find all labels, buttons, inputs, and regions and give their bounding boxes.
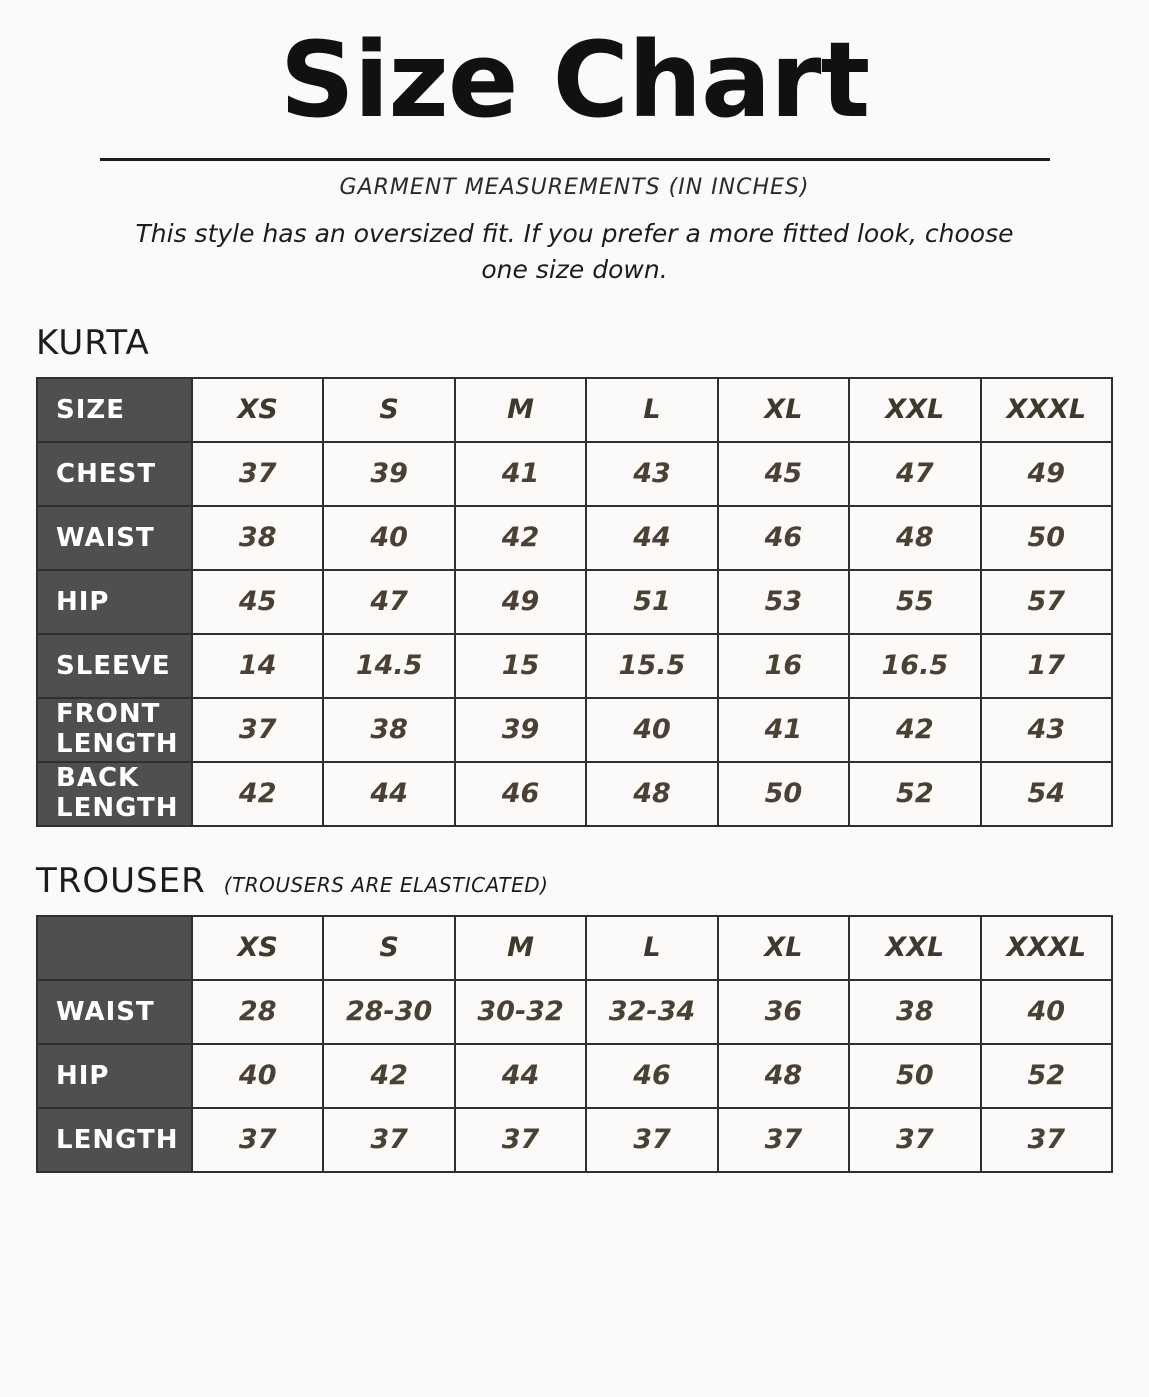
kurta-back-length-xxl: 52: [849, 762, 980, 826]
kurta-waist-xxl: 48: [849, 506, 980, 570]
size-chart-page: [0, 19, 1149, 1397]
kurta-row-label-front-length: [37, 698, 192, 762]
trouser-section-header: [36, 861, 1149, 901]
kurta-back-length-l: 48: [586, 762, 717, 826]
table-row: [37, 762, 1112, 826]
kurta-col-xxl: XXL: [849, 378, 980, 442]
page-subtitle: GARMENT MEASUREMENTS (IN INCHES): [339, 175, 810, 200]
kurta-chest-xxxl: 49: [981, 442, 1112, 506]
kurta-size-label: SIZE: [37, 378, 192, 442]
trouser-waist-xxl: 38: [849, 980, 980, 1044]
kurta-front-length-label-line2: LENGTH: [56, 728, 179, 759]
trouser-length-xxl: 37: [849, 1108, 980, 1172]
trouser-length-xs: 37: [192, 1108, 323, 1172]
kurta-sleeve-m: 15: [455, 634, 586, 698]
trouser-row-label-hip: HIP: [37, 1044, 192, 1108]
kurta-waist-m: 42: [455, 506, 586, 570]
kurta-back-length-xxxl: 54: [981, 762, 1112, 826]
kurta-front-length-m: 39: [455, 698, 586, 762]
trouser-size-table: [36, 915, 1113, 1173]
trouser-waist-xl: 36: [718, 980, 849, 1044]
trouser-length-s: 37: [323, 1108, 454, 1172]
trouser-length-l: 37: [586, 1108, 717, 1172]
kurta-waist-xs: 38: [192, 506, 323, 570]
page-title: Size Chart: [279, 19, 870, 141]
kurta-front-length-xxxl: 43: [981, 698, 1112, 762]
trouser-hip-l: 46: [586, 1044, 717, 1108]
trouser-hip-m: 44: [455, 1044, 586, 1108]
kurta-front-length-xxl: 42: [849, 698, 980, 762]
kurta-col-xl: XL: [718, 378, 849, 442]
kurta-chest-l: 43: [586, 442, 717, 506]
kurta-section-title: KURTA: [36, 322, 150, 363]
kurta-row-label-chest: CHEST: [37, 442, 192, 506]
kurta-sleeve-xxxl: 17: [981, 634, 1112, 698]
trouser-waist-xxxl: 40: [981, 980, 1112, 1044]
kurta-hip-xl: 53: [718, 570, 849, 634]
kurta-front-length-xs: 37: [192, 698, 323, 762]
trouser-size-label: [37, 916, 192, 980]
kurta-col-xxxl: XXXL: [981, 378, 1112, 442]
kurta-sleeve-xs: 14: [192, 634, 323, 698]
kurta-back-length-m: 46: [455, 762, 586, 826]
kurta-row-label-hip: HIP: [37, 570, 192, 634]
kurta-col-xs: XS: [192, 378, 323, 442]
kurta-size-table: [36, 377, 1113, 827]
kurta-hip-s: 47: [323, 570, 454, 634]
kurta-col-l: L: [586, 378, 717, 442]
trouser-table-wrap: [36, 915, 1113, 1173]
kurta-waist-l: 44: [586, 506, 717, 570]
kurta-sleeve-l: 15.5: [586, 634, 717, 698]
kurta-table-wrap: [36, 377, 1113, 827]
table-row: [37, 506, 1112, 570]
trouser-hip-xl: 48: [718, 1044, 849, 1108]
kurta-back-length-label-line2: LENGTH: [56, 792, 179, 823]
table-row: [37, 1044, 1112, 1108]
kurta-col-s: S: [323, 378, 454, 442]
kurta-hip-xxl: 55: [849, 570, 980, 634]
kurta-waist-s: 40: [323, 506, 454, 570]
kurta-waist-xl: 46: [718, 506, 849, 570]
kurta-front-length-xl: 41: [718, 698, 849, 762]
kurta-col-m: M: [455, 378, 586, 442]
kurta-back-length-xl: 50: [718, 762, 849, 826]
trouser-col-xxxl: XXXL: [981, 916, 1112, 980]
table-header-row: [37, 916, 1112, 980]
trouser-hip-xxxl: 52: [981, 1044, 1112, 1108]
trouser-waist-l: 32-34: [586, 980, 717, 1044]
table-row: [37, 570, 1112, 634]
trouser-waist-m: 30-32: [455, 980, 586, 1044]
table-row: [37, 1108, 1112, 1172]
trouser-row-label-length: LENGTH: [37, 1108, 192, 1172]
trouser-col-xxl: XXL: [849, 916, 980, 980]
trouser-length-xxxl: 37: [981, 1108, 1112, 1172]
kurta-row-label-back-length: [37, 762, 192, 826]
kurta-back-length-label-line1: BACK: [56, 763, 140, 794]
table-row: [37, 980, 1112, 1044]
trouser-waist-s: 28-30: [323, 980, 454, 1044]
table-row: [37, 698, 1112, 762]
trouser-col-xl: XL: [718, 916, 849, 980]
kurta-hip-xs: 45: [192, 570, 323, 634]
kurta-chest-xs: 37: [192, 442, 323, 506]
kurta-chest-xl: 45: [718, 442, 849, 506]
fit-note: This style has an oversized fit. If you prefer a more fitted look, choose one size down.: [135, 219, 1014, 285]
kurta-hip-l: 51: [586, 570, 717, 634]
trouser-length-m: 37: [455, 1108, 586, 1172]
kurta-hip-m: 49: [455, 570, 586, 634]
trouser-hip-xxl: 50: [849, 1044, 980, 1108]
trouser-col-l: L: [586, 916, 717, 980]
trouser-length-xl: 37: [718, 1108, 849, 1172]
table-header-row: [37, 378, 1112, 442]
trouser-col-xs: XS: [192, 916, 323, 980]
trouser-row-label-waist: WAIST: [37, 980, 192, 1044]
kurta-back-length-s: 44: [323, 762, 454, 826]
trouser-section-title: TROUSER: [36, 860, 206, 901]
kurta-back-length-xs: 42: [192, 762, 323, 826]
table-row: [37, 442, 1112, 506]
table-row: [37, 634, 1112, 698]
kurta-section-header: [36, 323, 1149, 363]
kurta-sleeve-s: 14.5: [323, 634, 454, 698]
trouser-col-m: M: [455, 916, 586, 980]
trouser-waist-xs: 28: [192, 980, 323, 1044]
kurta-chest-m: 41: [455, 442, 586, 506]
kurta-sleeve-xxl: 16.5: [849, 634, 980, 698]
kurta-row-label-sleeve: SLEEVE: [37, 634, 192, 698]
kurta-front-length-s: 38: [323, 698, 454, 762]
kurta-front-length-l: 40: [586, 698, 717, 762]
kurta-hip-xxxl: 57: [981, 570, 1112, 634]
kurta-chest-xxl: 47: [849, 442, 980, 506]
trouser-section-subtitle: (TROUSERS ARE ELASTICATED): [223, 872, 549, 897]
trouser-hip-s: 42: [323, 1044, 454, 1108]
kurta-waist-xxxl: 50: [981, 506, 1112, 570]
title-divider: [100, 158, 1050, 161]
trouser-col-s: S: [323, 916, 454, 980]
trouser-hip-xs: 40: [192, 1044, 323, 1108]
kurta-chest-s: 39: [323, 442, 454, 506]
kurta-row-label-waist: WAIST: [37, 506, 192, 570]
kurta-sleeve-xl: 16: [718, 634, 849, 698]
kurta-front-length-label-line1: FRONT: [56, 699, 161, 730]
